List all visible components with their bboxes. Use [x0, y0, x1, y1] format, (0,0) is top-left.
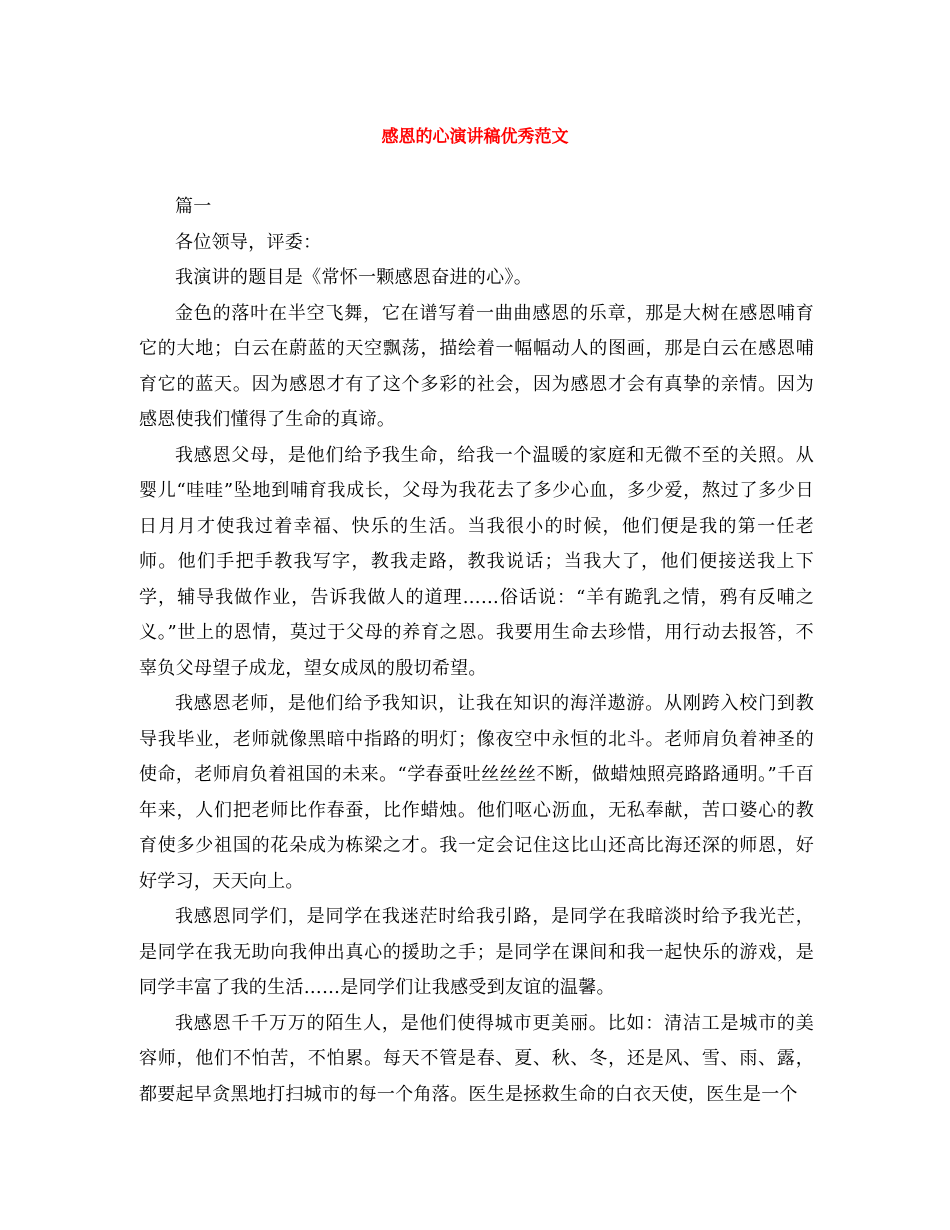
document-title: 感恩的心演讲稿优秀范文: [381, 127, 569, 147]
salutation: 各位领导，评委：: [175, 231, 322, 253]
paragraph: 我感恩同学们，是同学在我迷茫时给我引路，是同学在我暗淡时给予我光芒，是同学在我无助向我伸出真心的援助之手；是同学在课间和我一起快乐的游戏，是同学丰富了我的生活……是同学们让我感受到友谊的温馨。: [139, 906, 814, 998]
paragraph: 我感恩千千万万的陌生人，是他们使得城市更美丽。比如：清洁工是城市的美容师，他们不怕苦，不怕累。每天不管是春、夏、秋、冬，还是风、雪、雨、露，都要起早贪黑地打扫城市的每一个角落。医生是拯救生命的白衣天使，医生是一个: [139, 1012, 814, 1105]
paragraph: 我演讲的题目是《常怀一颗感恩奋进的心》。: [175, 267, 532, 288]
paragraph: 我感恩老师，是他们给予我知识，让我在知识的海洋遨游。从刚跨入校门到教导我毕业，老师就像黑暗中指路的明灯；像夜空中永恒的北斗。老师肩负着神圣的使命，老师肩负着祖国的未来。“学春蚕吐丝丝丝不断，做蜡烛照亮路路通明。”千百年来，人们把老师比作春蚕，比作蜡烛。他们呕心沥血，无私奉献，苦口婆心的教育使多少祖国的花朵成为栋梁之才。我一定会记住这比山还高比海还深的师恩，好好学习，天天向上。: [139, 693, 814, 892]
paragraph: 金色的落叶在半空飞舞，它在谱写着一曲曲感恩的乐章，那是大树在感恩哺育它的大地；白云在蔚蓝的天空飘荡，描绘着一幅幅动人的图画，那是白云在感恩哺育它的蓝天。因为感恩才有了这个多彩的社会，因为感恩才会有真挚的亲情。因为感恩使我们懂得了生命的真谛。: [139, 302, 814, 430]
document-body: [139, 189, 814, 1112]
paragraph: 我感恩父母，是他们给予我生命，给我一个温暖的家庭和无微不至的关照。从婴儿“哇哇”坠地到哺育我成长，父母为我花去了多少心血，多少爱，熬过了多少日日月月才使我过着幸福、快乐的生活。当我很小的时候，他们便是我的第一任老师。他们手把手教我写字，教我走路，教我说话；当我大了，他们便接送我上下学，辅导我做作业，告诉我做人的道理……俗话说：“羊有跪乳之情，鸦有反哺之义。”世上的恩情，莫过于父母的养育之恩。我要用生命去珍惜，用行动去报答，不辜负父母望子成龙，望女成凤的殷切希望。: [139, 444, 814, 679]
section-heading: 篇一: [175, 196, 212, 217]
